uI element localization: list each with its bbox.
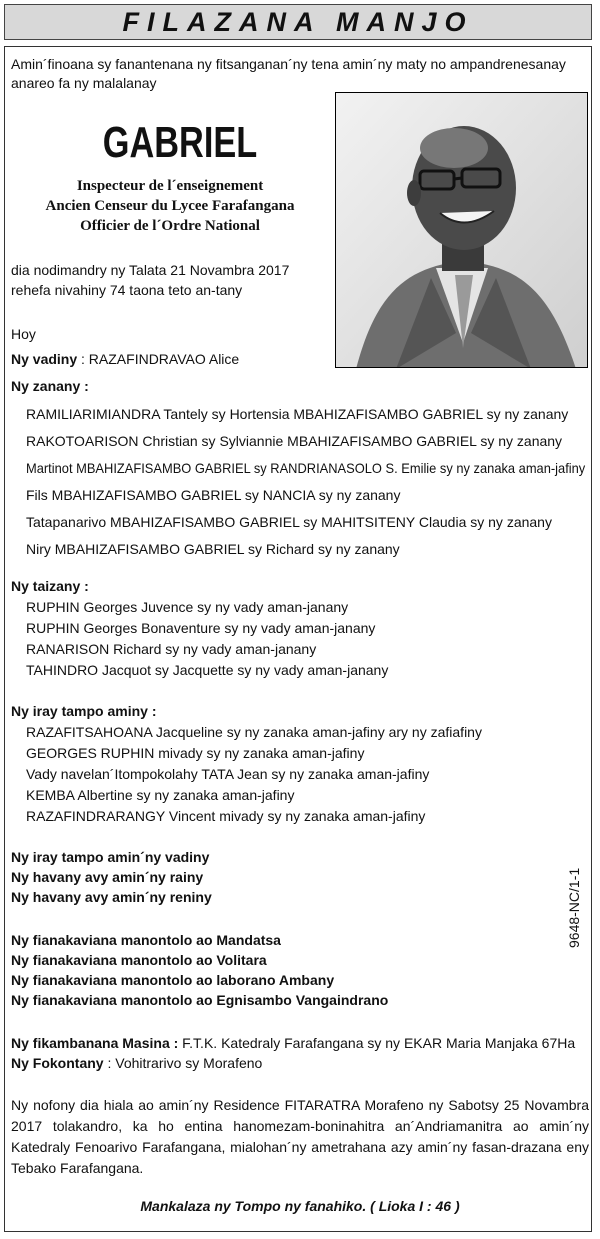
title-banner xyxy=(4,4,592,40)
list-item: RANARISON Richard sy ny vady aman-janany xyxy=(26,641,317,657)
list-item: Niry MBAHIZAFISAMBO GABRIEL sy Richard sy ny zanany xyxy=(26,541,400,557)
list-item: Vady navelan´Itompokolahy TATA Jean sy ny zanaka aman-jafiny xyxy=(26,766,430,782)
relatives-line: Ny havany avy amin´ny rainy xyxy=(11,869,204,885)
association-label: Ny fikambanana Masina : xyxy=(11,1035,179,1051)
portrait-image xyxy=(336,93,588,368)
spouse-line xyxy=(11,351,239,368)
funeral-details: Ny nofony dia hiala ao amin´ny Residence FITARATRA Morafeno ny Sabotsy 25 Novambra 2017 tolakandro, ka ho entina hanomezam-boninahitra an´Andriamanitra ao amin´ny Katedraly Fenoarivo Farafangana, mialohan´ny ametrahana azy amin´ny fasan-drazana eny Tebako Farafangana. xyxy=(11,1097,589,1176)
scripture-footer: Mankalaza ny Tompo ny fanahiko. ( Lioka I : 46 ) xyxy=(140,1198,460,1214)
spouse-value: : RAZAFINDRAVAO Alice xyxy=(77,351,240,367)
list-item: GEORGES RUPHIN mivady sy ny zanaka aman-jafiny xyxy=(26,745,365,761)
deceased-titles xyxy=(0,176,340,236)
list-item: RUPHIN Georges Juvence sy ny vady aman-janany xyxy=(26,599,349,615)
family-line: Ny fianakaviana manontolo ao laborano Ambany xyxy=(11,972,335,988)
title-line: Officier de l´Ordre National xyxy=(80,218,260,234)
fokontany-label: Ny Fokontany xyxy=(11,1055,104,1071)
intro-line-1: Amin´finoana sy fanantenana ny fitsanganan´ny tena amin´ny maty no ampandrenesanay xyxy=(11,56,566,72)
list-item: RAZAFINDRARANGY Vincent mivady sy ny zanaka aman-jafiny xyxy=(26,808,426,824)
association-value: F.T.K. Katedraly Farafangana sy ny EKAR Maria Manjaka 67Ha xyxy=(178,1035,576,1051)
hoy-label: Hoy xyxy=(11,326,36,342)
family-line: Ny fianakaviana manontolo ao Egnisambo Vangaindrano xyxy=(11,992,389,1008)
family-line: Ny fianakaviana manontolo ao Mandatsa xyxy=(11,932,281,948)
fokontany-value: : Vohitrarivo sy Morafeno xyxy=(103,1055,263,1071)
title-line: Ancien Censeur du Lycee Farafangana xyxy=(45,198,295,214)
family-line: Ny fianakaviana manontolo ao Volitara xyxy=(11,952,267,968)
spouse-label: Ny vadiny xyxy=(11,351,78,367)
announcement-title: FILAZANA MANJO xyxy=(122,7,474,37)
intro-line-2: anareo fa ny malalanay xyxy=(11,75,157,91)
reference-code: 9648-NC/1-1 xyxy=(566,867,582,948)
portrait-photo xyxy=(335,92,588,368)
title-line: Inspecteur de l´enseignement xyxy=(76,178,264,194)
list-item: RAMILIARIMIANDRA Tantely sy Hortensia MBAHIZAFISAMBO GABRIEL sy ny zanany xyxy=(26,406,569,422)
death-date-line: dia nodimandry ny Talata 21 Novambra 2017 xyxy=(11,262,290,278)
deceased-name: GABRIEL xyxy=(102,118,258,167)
association-line xyxy=(11,1035,575,1052)
list-item: RAKOTOARISON Christian sy Sylviannie MBAHIZAFISAMBO GABRIEL sy ny zanany xyxy=(26,433,563,449)
list-item: Martinot MBAHIZAFISAMBO GABRIEL sy RANDRIANASOLO S. Emilie sy ny zanaka aman-jafiny xyxy=(26,460,586,476)
siblings-label: Ny iray tampo aminy : xyxy=(11,703,157,719)
list-item: Tatapanarivo MBAHIZAFISAMBO GABRIEL sy MAHITSITENY Claudia sy ny zanany xyxy=(26,514,552,530)
age-line: rehefa nivahiny 74 taona teto an-tany xyxy=(11,282,243,298)
in-laws-label: Ny taizany : xyxy=(11,578,89,594)
list-item: RUPHIN Georges Bonaventure sy ny vady aman-janany xyxy=(26,620,376,636)
list-item: Fils MBAHIZAFISAMBO GABRIEL sy NANCIA sy ny zanany xyxy=(26,487,401,503)
relatives-line: Ny havany avy amin´ny reniny xyxy=(11,889,212,905)
list-item: TAHINDRO Jacquot sy Jacquette sy ny vady aman-janany xyxy=(26,662,389,678)
list-item: RAZAFITSAHOANA Jacqueline sy ny zanaka aman-jafiny ary ny zafiafiny xyxy=(26,724,482,740)
list-item: KEMBA Albertine sy ny zanaka aman-jafiny xyxy=(26,787,295,803)
relatives-line: Ny iray tampo amin´ny vadiny xyxy=(11,849,210,865)
children-label: Ny zanany : xyxy=(11,378,89,394)
fokontany-line xyxy=(11,1055,262,1072)
